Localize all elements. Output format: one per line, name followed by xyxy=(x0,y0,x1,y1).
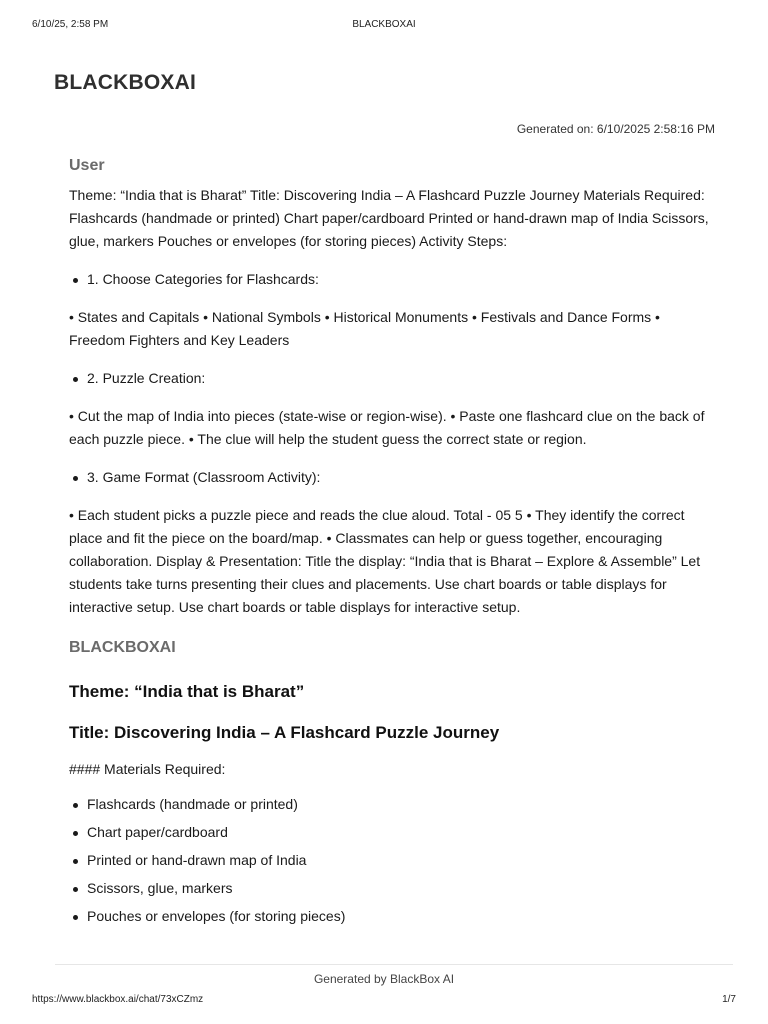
list-item-text: Pouches or envelopes (for storing pieces) xyxy=(87,908,346,924)
materials-line: #### Materials Required: xyxy=(69,761,226,777)
bullet-dot-icon xyxy=(73,377,78,382)
generated-timestamp: Generated on: 6/10/2025 2:58:16 PM xyxy=(516,122,715,136)
print-header xyxy=(32,19,736,33)
bullet-dot-icon xyxy=(73,278,78,283)
step-3-text: 3. Game Format (Classroom Activity): xyxy=(87,469,321,485)
list-item-text: Printed or hand-drawn map of India xyxy=(87,852,307,868)
title-heading: Title: Discovering India – A Flashcard Puzzle Journey xyxy=(69,723,500,742)
footer-generated-by: Generated by BlackBox AI xyxy=(313,972,455,986)
step-1-item xyxy=(69,268,709,291)
list-item-text: Chart paper/cardboard xyxy=(87,824,228,840)
page-number: 1/7 xyxy=(722,994,736,1005)
step-3-item xyxy=(69,466,709,489)
user-intro-paragraph: Theme: “India that is Bharat” Title: Discovering India – A Flashcard Puzzle Journey Materials Required: Flashcards (handmade or printed) Chart paper/cardboard Printed or hand-drawn map of India Scissors, glue, markers Pouches or envelopes (for storing pieces) Activity Steps: xyxy=(69,187,709,249)
assistant-role-label: BLACKBOXAI xyxy=(69,639,176,656)
game-paragraph: • Each student picks a puzzle piece and reads the clue aloud. Total - 05 5 • They identify the correct place and fit the piece on the board/map. • Classmates can help or guess together, encouraging collaboration. Display & Presentation: Title the display: “India that is Bharat – Explore & Assemble” Let students take turns presenting their clues and placements. Use chart boards or table displays for interactive setup. Use chart boards or table displays for interactive setup. xyxy=(69,507,701,615)
bullet-dot-icon xyxy=(73,887,78,892)
list-item-text: Flashcards (handmade or printed) xyxy=(87,796,298,812)
chat-transcript xyxy=(69,155,709,933)
list-item xyxy=(69,905,709,928)
list-item xyxy=(69,793,709,816)
step-2-text: 2. Puzzle Creation: xyxy=(87,370,206,386)
materials-list xyxy=(69,793,709,928)
user-role-label: User xyxy=(69,157,105,174)
step-2-item xyxy=(69,367,709,390)
footer-divider xyxy=(55,964,733,965)
brand-title: BLACKBOXAI xyxy=(54,71,196,94)
print-title: BLACKBOXAI xyxy=(352,19,416,30)
chat-url-link[interactable]: https://www.blackbox.ai/chat/73xCZmz xyxy=(32,994,204,1005)
step-1-text: 1. Choose Categories for Flashcards: xyxy=(87,271,319,287)
list-item xyxy=(69,821,709,844)
list-item-text: Scissors, glue, markers xyxy=(87,880,233,896)
categories-paragraph: • States and Capitals • National Symbols • Historical Monuments • Festivals and Dance Forms • Freedom Fighters and Key Leaders xyxy=(69,309,660,348)
bullet-dot-icon xyxy=(73,915,78,920)
bullet-dot-icon xyxy=(73,859,78,864)
theme-heading: Theme: “India that is Bharat” xyxy=(69,682,305,701)
list-item xyxy=(69,877,709,900)
print-footer xyxy=(32,994,736,1008)
bullet-dot-icon xyxy=(73,831,78,836)
bullet-dot-icon xyxy=(73,476,78,481)
bullet-dot-icon xyxy=(73,803,78,808)
puzzle-paragraph: • Cut the map of India into pieces (state-wise or region-wise). • Paste one flashcard clue on the back of each puzzle piece. • The clue will help the student guess the correct state or region. xyxy=(69,408,705,447)
print-datetime: 6/10/25, 2:58 PM xyxy=(32,19,109,30)
list-item xyxy=(69,849,709,872)
